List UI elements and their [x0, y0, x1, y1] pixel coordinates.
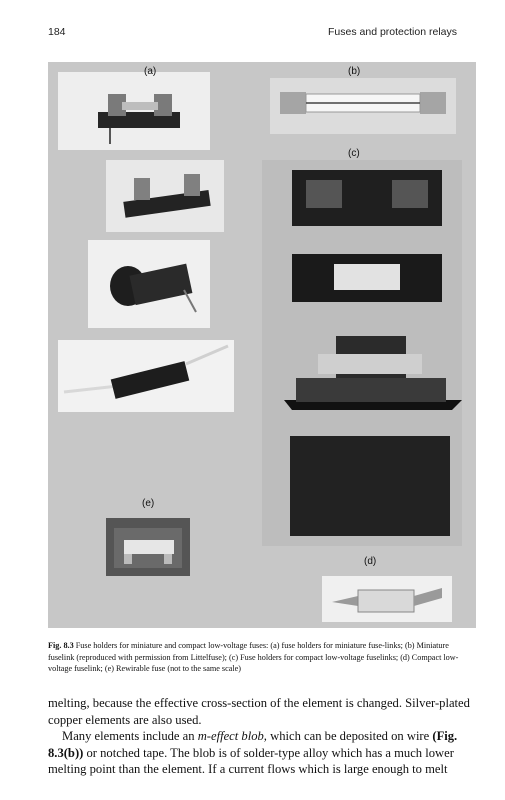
figure-label-c: (c): [348, 148, 360, 159]
miniature-fuselink-illustration: [270, 78, 456, 134]
figure-label-b: (b): [348, 66, 361, 77]
paragraph-2-emphasis: m-effect blob,: [197, 729, 267, 743]
panel-b-miniature-fuselink: [270, 78, 456, 134]
figure-reference: (Fig. 8.3(b)): [48, 729, 458, 760]
paragraph-1: melting, because the effective cross-section of the element is changed. Silver-plated copper elements are also used.: [48, 696, 470, 727]
panel-c-compact-fuse-holders: [262, 160, 462, 546]
panel-a4-inline-fuse-holder: [58, 340, 234, 412]
figure-label-e: (e): [142, 498, 155, 509]
fuse-holder-a2-illustration: [106, 160, 224, 232]
figure-photo-montage: [48, 62, 476, 628]
compact-fuse-holders-illustration: [262, 160, 462, 546]
panel-fuse-holder-illustration: [88, 240, 210, 328]
figure-caption: [48, 640, 476, 675]
panel-d-compact-fuselink: [322, 576, 452, 622]
compact-fuselink-illustration: [322, 576, 452, 622]
rewirable-fuse-illustration: [106, 518, 190, 576]
figure-caption-text: Fuse holders for miniature and compact low-voltage fuses: (a) fuse holders for miniature fuse-links; (b) Miniature fuselink (reproduced with permission from Littelfuse); (c) Fuse holders for compact low-voltage fuselinks; (d) Compact low-voltage fuselink; (e) Rewirable fuse (not to the same scale): [48, 641, 459, 674]
paragraph-2-part-c: or notched tape. The blob is of solder-type alloy which has a much lower melting point than the element. If a current flows which is large enough to melt: [48, 745, 454, 776]
panel-a2-fuse-holder: [106, 160, 224, 232]
panel-a3-panel-fuse-holder: [88, 240, 210, 328]
page-number: 184: [48, 26, 66, 38]
fuse-holder-a1-illustration: [58, 72, 210, 150]
figure-label-d: (d): [364, 556, 377, 567]
body-text: [48, 695, 476, 778]
panel-e-rewirable-fuse: [106, 518, 190, 576]
figure-caption-label: Fig. 8.3: [48, 641, 74, 650]
paragraph-2-part-b: which can be deposited on wire: [266, 729, 433, 743]
paragraph-2: [48, 728, 476, 778]
inline-fuse-holder-illustration: [58, 340, 234, 412]
running-header: [48, 26, 457, 42]
panel-a1-fuse-holder: [58, 72, 210, 150]
paragraph-2-part-a: Many elements include an: [62, 729, 198, 743]
running-title: Fuses and protection relays: [328, 26, 457, 38]
figure-label-a: (a): [144, 66, 157, 77]
